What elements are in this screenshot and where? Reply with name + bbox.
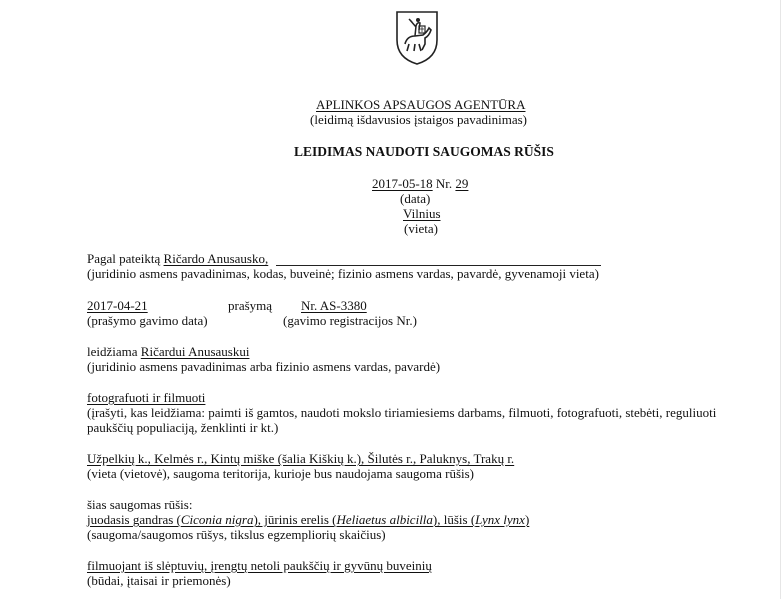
method-value: filmuojant iš slėptuvių, įrengtų netoli paukščių ir gyvūnų buveinių xyxy=(87,558,432,573)
species-1-latin: Ciconia nigra xyxy=(180,512,254,527)
activity-caption-line2: paukščių populiaciją, ženklinti ir kt.) xyxy=(87,420,279,435)
permitted-name: Ričardui Anusauskui xyxy=(140,344,250,359)
request-reg-caption: (gavimo registracijos Nr.) xyxy=(283,313,417,328)
permitted-prefix: leidžiama xyxy=(87,344,138,359)
coat-of-arms-icon xyxy=(395,10,439,66)
agency-caption: (leidimą išdavusios įstaigos pavadinimas) xyxy=(310,112,527,127)
nr-label: Nr. xyxy=(435,176,453,191)
species-3-latin: Lynx lynx xyxy=(475,512,525,527)
applicant-caption: (juridinio asmens pavadinimas, kodas, buveinė; fizinio asmens vardas, pavardė, gyvenamoji vieta) xyxy=(87,266,599,281)
agency-name: APLINKOS APSAUGOS AGENTŪRA xyxy=(316,97,526,112)
request-date-caption: (prašymo gavimo data) xyxy=(87,313,208,328)
species-2-name: ), jūrinis erelis ( xyxy=(253,512,337,527)
request-date: 2017-04-21 xyxy=(87,298,148,313)
species-2-latin: Heliaetus albicilla xyxy=(336,512,433,527)
permitted-line xyxy=(87,344,249,359)
date-caption: (data) xyxy=(400,191,431,206)
issue-date: 2017-05-18 xyxy=(372,176,433,191)
species-list-end: ) xyxy=(524,512,530,527)
species-1-name: juodasis gandras ( xyxy=(87,512,181,527)
location-caption: (vieta (vietovė), saugoma teritorija, kurioje bus naudojama saugoma rūšis) xyxy=(87,466,474,481)
method-caption: (būdai, įtaisai ir priemonės) xyxy=(87,573,231,588)
applicant-line xyxy=(87,251,268,266)
location-value: Užpelkių k., Kelmės r., Kintų miške (šalia Kiškių k.), Šilutės r., Paluknys, Trakų r. xyxy=(87,451,515,466)
issue-place: Vilnius xyxy=(403,206,441,221)
request-reg-nr: Nr. AS-3380 xyxy=(301,298,367,313)
species-3-name: ), lūšis ( xyxy=(432,512,476,527)
issue-date-line xyxy=(372,176,468,191)
issue-number: 29 xyxy=(455,176,469,191)
activity-value: fotografuoti ir filmuoti xyxy=(87,390,206,405)
species-caption: (saugoma/saugomos rūšys, tikslus egzempliorių skaičius) xyxy=(87,527,386,542)
document-title: LEIDIMAS NAUDOTI SAUGOMAS RŪŠIS xyxy=(294,144,554,159)
activity-caption-line1: (įrašyti, kas leidžiama: paimti iš gamtos, naudoti mokslo tiriamiesiems darbams, filmuoti, fotografuoti, stebėti, reguliuoti xyxy=(87,405,717,420)
applicant-prefix: Pagal pateiktą xyxy=(87,251,161,266)
place-caption: (vieta) xyxy=(404,221,438,236)
request-word: prašymą xyxy=(228,298,273,313)
page-edge-line xyxy=(780,0,781,599)
species-prefix: šias saugomas rūšis: xyxy=(87,497,193,512)
permitted-caption: (juridinio asmens pavadinimas arba fizinio asmens vardas, pavardė) xyxy=(87,359,441,374)
applicant-name: Ričardo Anusausko, xyxy=(163,251,269,266)
species-list xyxy=(87,512,529,527)
